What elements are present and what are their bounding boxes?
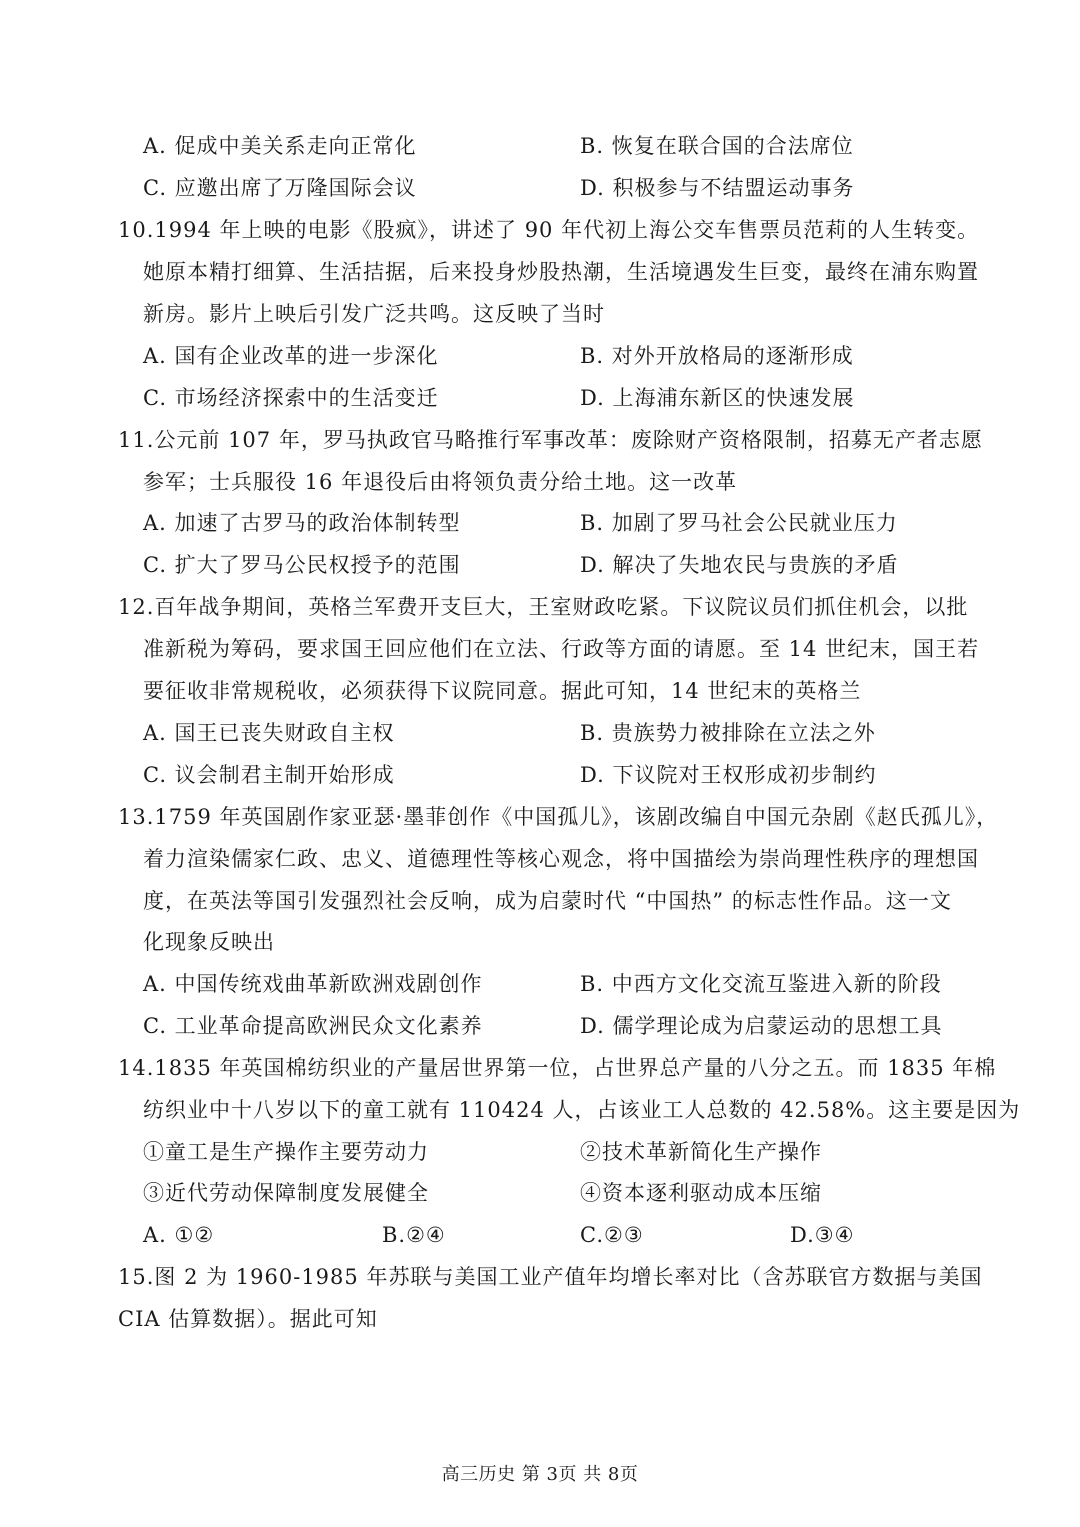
q14-option-d: D.③④ bbox=[790, 1223, 855, 1247]
q10-option-c: C. 市场经济探索中的生活变迁 bbox=[143, 386, 439, 410]
q12-option-d: D. 下议院对王权形成初步制约 bbox=[580, 763, 877, 787]
q12-stem-line-3: 要征收非常规税收，必须获得下议院同意。据此可知，14 世纪末的英格兰 bbox=[143, 679, 862, 703]
q13-stem-line-4: 化现象反映出 bbox=[143, 930, 275, 954]
q13-option-a: A. 中国传统戏曲革新欧洲戏剧创作 bbox=[143, 972, 483, 996]
q12-option-b: B. 贵族势力被排除在立法之外 bbox=[580, 721, 876, 745]
q15-stem-line-2: CIA 估算数据）。据此可知 bbox=[118, 1307, 378, 1331]
q14-option-c: C.②③ bbox=[580, 1223, 644, 1247]
q10-option-d: D. 上海浦东新区的快速发展 bbox=[580, 386, 855, 410]
q14-item-2: ②技术革新简化生产操作 bbox=[580, 1140, 822, 1164]
q12-option-c: C. 议会制君主制开始形成 bbox=[143, 763, 395, 787]
q13-stem-line-1: 13.1759 年英国剧作家亚瑟·墨菲创作《中国孤儿》，该剧改编自中国元杂剧《赵氏孤儿》， bbox=[118, 805, 999, 829]
q13-stem-line-3: 度，在英法等国引发强烈社会反响，成为启蒙时代 “中国热” 的标志性作品。这一文 bbox=[143, 889, 952, 913]
q10-option-b: B. 对外开放格局的逐渐形成 bbox=[580, 344, 854, 368]
q14-option-a: A. ①② bbox=[143, 1223, 215, 1247]
q11-option-b: B. 加剧了罗马社会公民就业压力 bbox=[580, 511, 898, 535]
q10-option-a: A. 国有企业改革的进一步深化 bbox=[143, 344, 439, 368]
q14-item-1: ①童工是生产操作主要劳动力 bbox=[143, 1140, 429, 1164]
q12-stem-line-2: 准新税为筹码，要求国王回应他们在立法、行政等方面的请愿。至 14 世纪末，国王若 bbox=[143, 637, 980, 661]
q10-stem-line-3: 新房。影片上映后引发广泛共鸣。这反映了当时 bbox=[143, 302, 605, 326]
q10-stem-line-2: 她原本精打细算、生活拮据，后来投身炒股热潮，生活境遇发生巨变，最终在浦东购置 bbox=[143, 260, 979, 284]
q11-option-d: D. 解决了失地农民与贵族的矛盾 bbox=[580, 553, 899, 577]
q13-option-d: D. 儒学理论成为启蒙运动的思想工具 bbox=[580, 1014, 943, 1038]
q11-stem-line-2: 参军；士兵服役 16 年退役后由将领负责分给土地。这一改革 bbox=[143, 470, 738, 494]
q14-option-b: B.②④ bbox=[382, 1223, 446, 1247]
q12-stem-line-1: 12.百年战争期间，英格兰军费开支巨大，王室财政吃紧。下议院议员们抓住机会，以批 bbox=[118, 595, 969, 619]
q9-option-c: C. 应邀出席了万隆国际会议 bbox=[143, 176, 417, 200]
q11-stem-line-1: 11.公元前 107 年，罗马执政官马略推行军事改革：废除财产资格限制，招募无产者志愿 bbox=[118, 428, 983, 452]
q13-option-b: B. 中西方文化交流互鉴进入新的阶段 bbox=[580, 972, 942, 996]
q9-option-b: B. 恢复在联合国的合法席位 bbox=[580, 134, 854, 158]
q14-stem-line-2: 纺织业中十八岁以下的童工就有 110424 人，占该业工人总数的 42.58%。这主要是因为 bbox=[143, 1098, 1021, 1122]
q12-option-a: A. 国王已丧失财政自主权 bbox=[143, 721, 395, 745]
q9-option-a: A. 促成中美关系走向正常化 bbox=[143, 134, 417, 158]
q9-option-d: D. 积极参与不结盟运动事务 bbox=[580, 176, 855, 200]
q13-stem-line-2: 着力渲染儒家仁政、忠义、道德理性等核心观念，将中国描绘为崇尚理性秩序的理想国 bbox=[143, 847, 979, 871]
q13-option-c: C. 工业革命提高欧洲民众文化素养 bbox=[143, 1014, 483, 1038]
q14-stem-line-1: 14.1835 年英国棉纺织业的产量居世界第一位，占世界总产量的八分之五。而 1835 年棉 bbox=[118, 1056, 997, 1080]
q11-option-a: A. 加速了古罗马的政治体制转型 bbox=[143, 511, 461, 535]
q14-item-3: ③近代劳动保障制度发展健全 bbox=[143, 1181, 429, 1205]
page-footer: 高三历史 第 3页 共 8页 bbox=[441, 1464, 639, 1485]
q14-item-4: ④资本逐利驱动成本压缩 bbox=[580, 1181, 822, 1205]
q15-stem-line-1: 15.图 2 为 1960-1985 年苏联与美国工业产值年均增长率对比（含苏联官方数据与美国 bbox=[118, 1265, 983, 1289]
q10-stem-line-1: 10.1994 年上映的电影《股疯》，讲述了 90 年代初上海公交车售票员范莉的人生转变。 bbox=[118, 218, 980, 242]
q11-option-c: C. 扩大了罗马公民权授予的范围 bbox=[143, 553, 461, 577]
